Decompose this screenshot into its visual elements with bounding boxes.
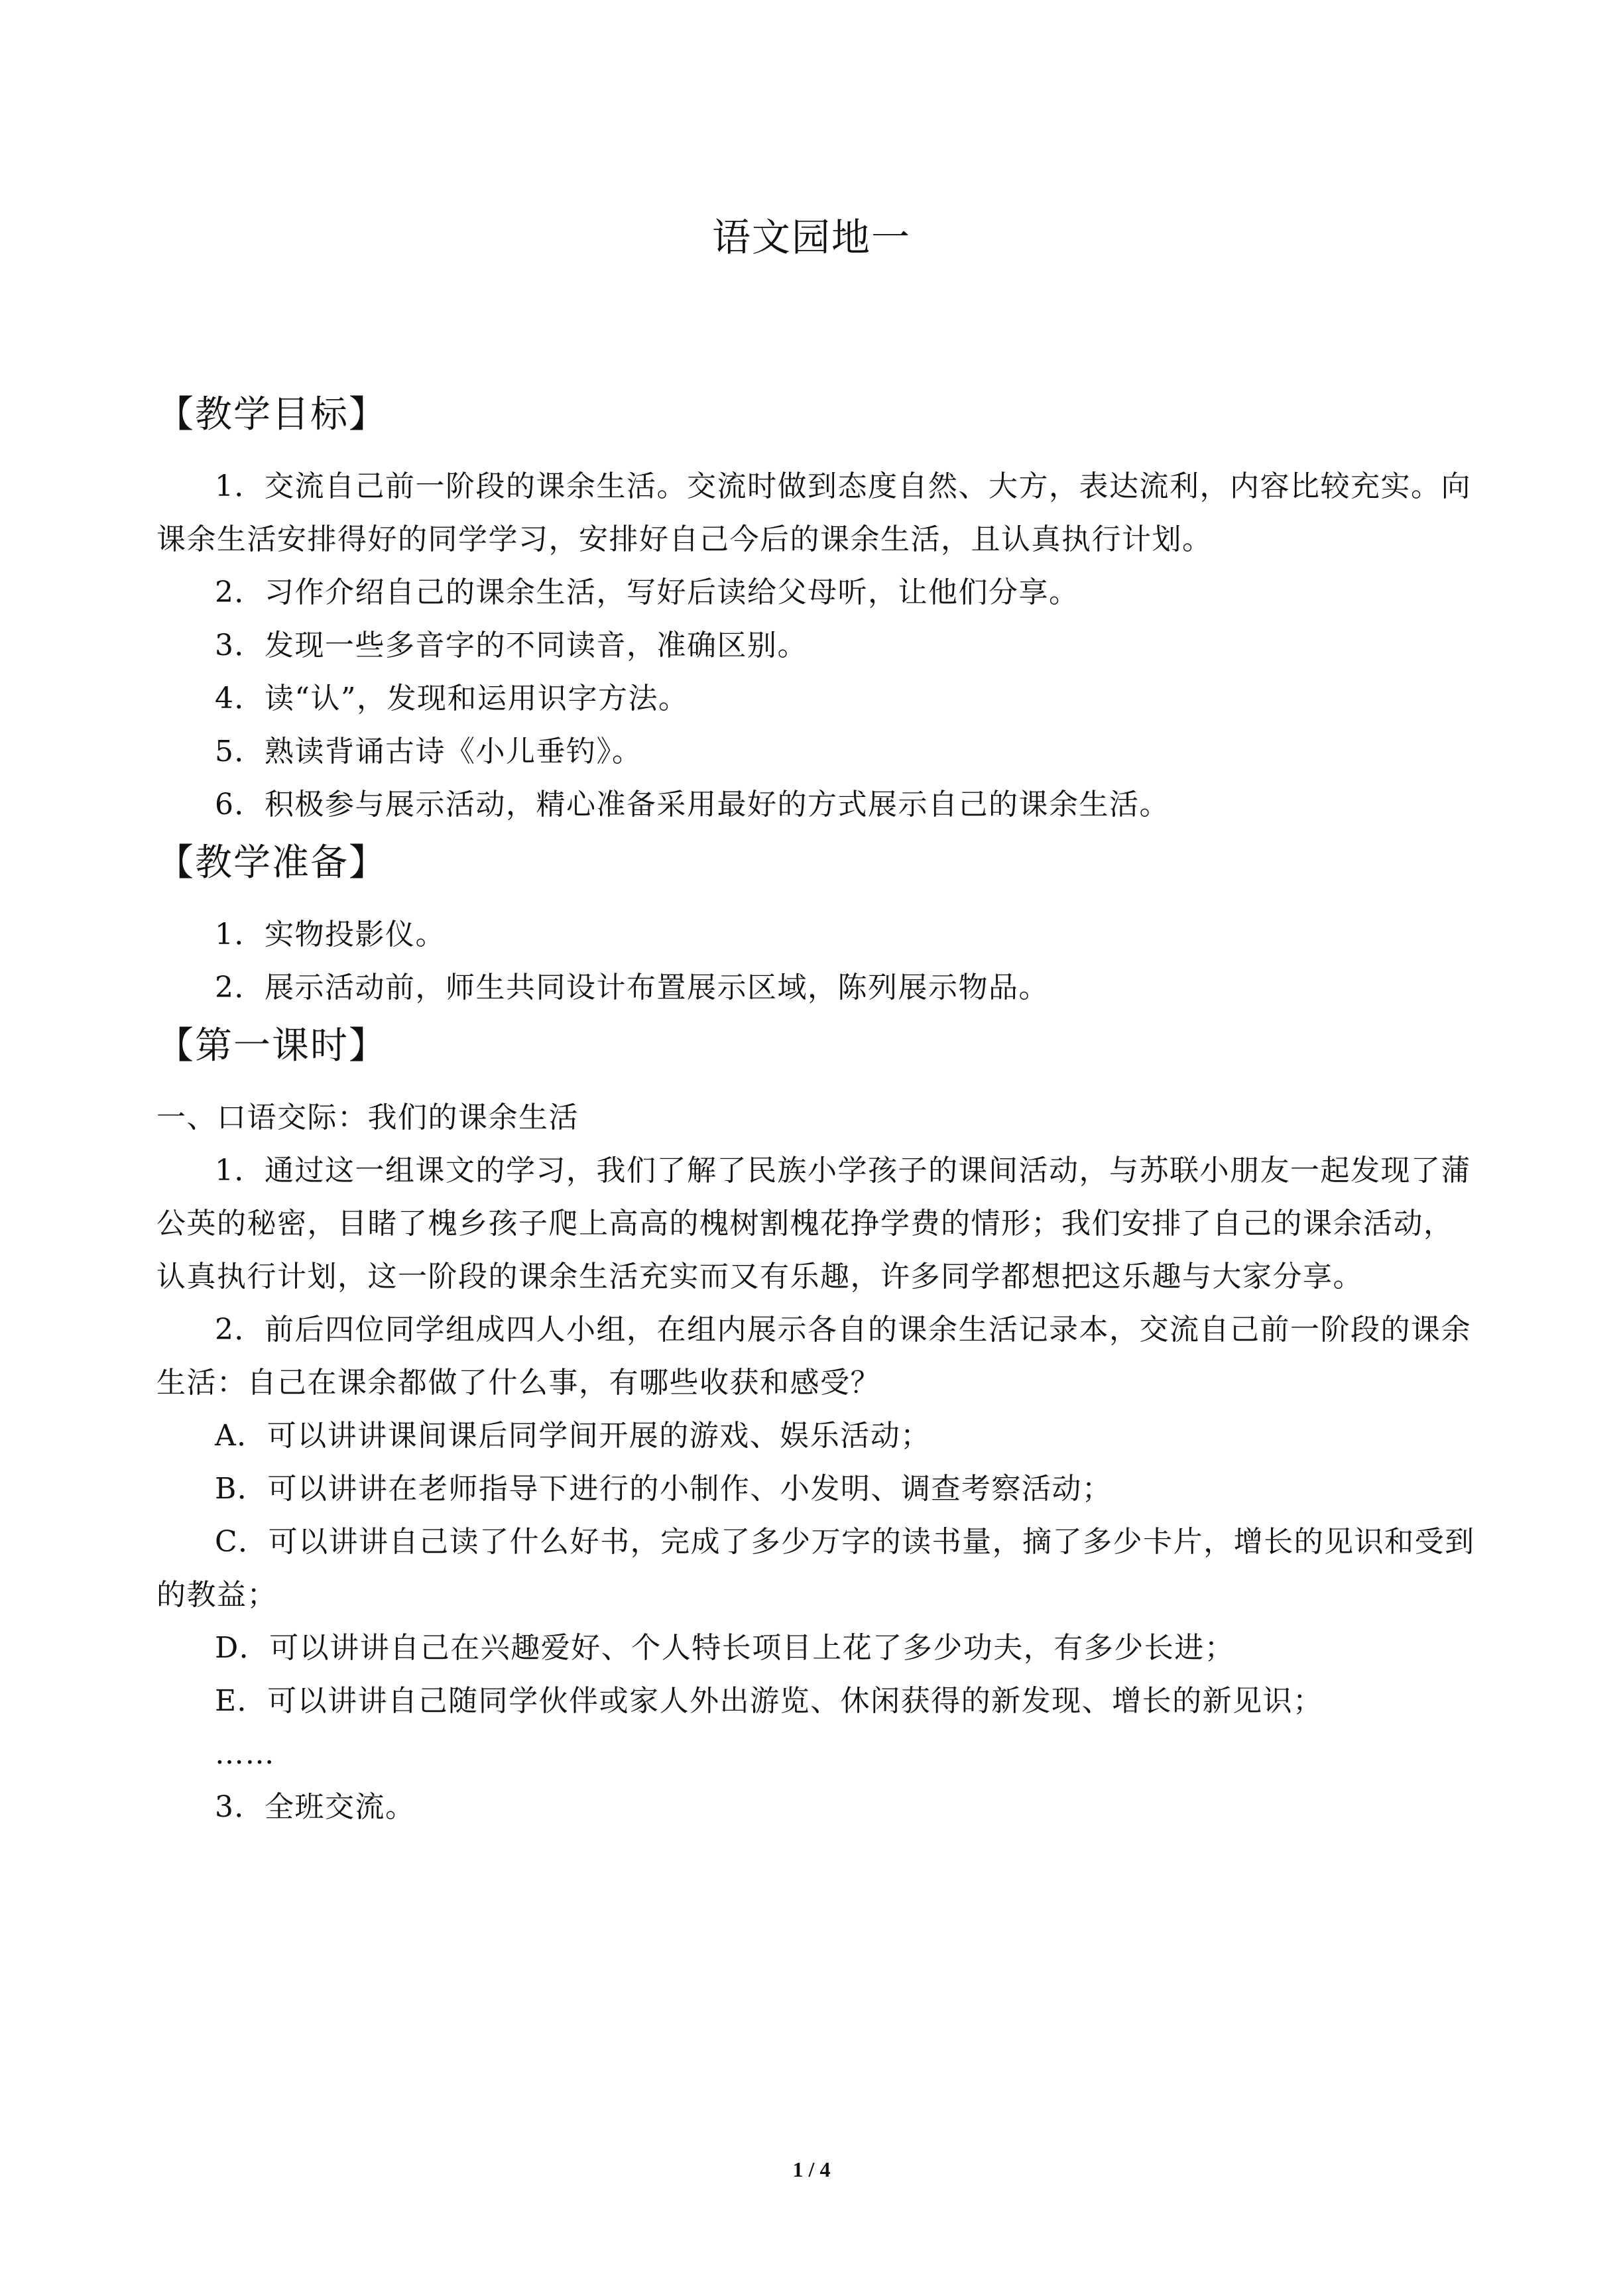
lesson-paragraph: 3．全班交流。	[215, 1790, 416, 1824]
lesson-option-d: D．可以讲讲自己在兴趣爱好、个人特长项目上花了多少功夫，有多少长进；	[215, 1631, 1235, 1665]
prep-item: 1．实物投影仪。	[215, 918, 446, 951]
goal-item: 4．读“认”，发现和运用识字方法。	[215, 682, 689, 715]
page-title: 语文园地一	[711, 215, 911, 260]
page-number: 1 / 4	[792, 2157, 831, 2181]
prep-item: 2．展示活动前，师生共同设计布置展示区域，陈列展示物品。	[215, 971, 1049, 1004]
lesson-option-b: B．可以讲讲在老师指导下进行的小制作、小发明、调查考察活动；	[215, 1472, 1112, 1506]
lesson-option-e: E．可以讲讲自己随同学伙伴或家人外出游览、休闲获得的新发现、增长的新见识；	[215, 1684, 1323, 1718]
goal-item: 1．交流自己前一阶段的课余生活。交流时做到态度自然、大方，表达流利，内容比较充实。向课余生活安排得好的同学学习，安排好自己今后的课余生活，且认真执行计划。	[156, 469, 1471, 556]
lesson-paragraph: 1．通过这一组课文的学习，我们了解了民族小学孩子的课间活动，与苏联小朋友一起发现了蒲公英的秘密，目睹了槐乡孩子爬上高高的槐树割槐花挣学费的情形；我们安排了自己的课余活动，认真执行计划，这一阶段的课余生活充实而又有乐趣，许多同学都想把这乐趣与大家分享。	[156, 1154, 1471, 1294]
document-body	[156, 383, 1480, 1834]
lesson-paragraph: 2．前后四位同学组成四人小组，在组内展示各自的课余生活记录本，交流自己前一阶段的课余生活：自己在课余都做了什么事，有哪些收获和感受？	[156, 1313, 1471, 1400]
goal-item: 5．熟读背诵古诗《小儿垂钓》。	[215, 735, 642, 768]
goal-item: 6．积极参与展示活动，精心准备采用最好的方式展示自己的课余生活。	[215, 788, 1170, 821]
goal-item: 2．习作介绍自己的课余生活，写好后读给父母听，让他们分享。	[215, 575, 1079, 609]
lesson-option-c: C．可以讲讲自己读了什么好书，完成了多少万字的读书量，摘了多少卡片，增长的见识和受到的教益；	[156, 1525, 1475, 1612]
lesson-subheading: 一、口语交际：我们的课余生活	[156, 1101, 579, 1134]
section-heading-goals: 【教学目标】	[156, 393, 387, 436]
goal-item: 3．发现一些多音字的不同读音，准确区别。	[215, 629, 808, 662]
lesson-option-a: A．可以讲讲课间课后同学间开展的游戏、娱乐活动；	[215, 1419, 931, 1453]
section-heading-prep: 【教学准备】	[156, 841, 387, 884]
section-heading-lesson1: 【第一课时】	[156, 1024, 387, 1067]
ellipsis: ……	[215, 1737, 275, 1771]
